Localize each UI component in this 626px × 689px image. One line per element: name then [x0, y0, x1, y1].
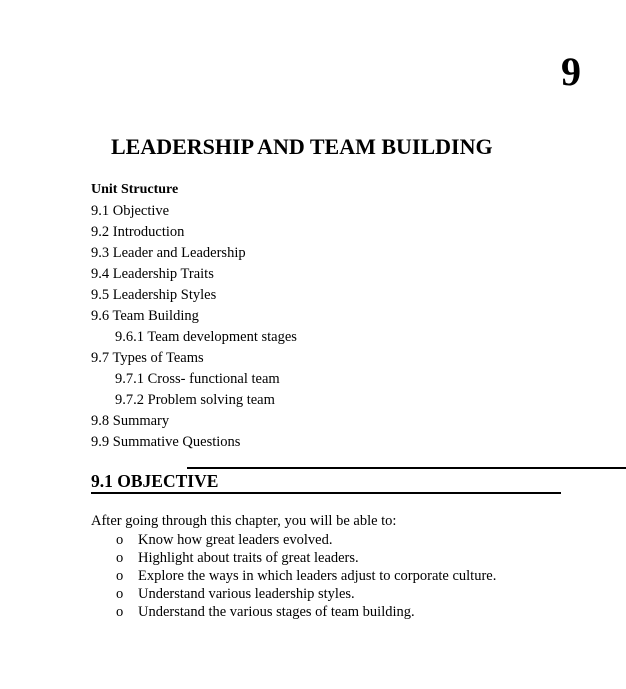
chapter-number: 9	[561, 49, 581, 94]
objective-item	[116, 550, 496, 568]
bullet-marker: o	[116, 586, 124, 602]
toc-item: 9.1 Objective	[91, 203, 170, 219]
objective-text: Highlight about traits of great leaders.	[138, 550, 359, 566]
section-rule-bottom	[91, 492, 561, 494]
chapter-title: LEADERSHIP AND TEAM BUILDING	[111, 134, 493, 159]
toc-subitem: 9.7.2 Problem solving team	[115, 392, 275, 408]
toc-item: 9.5 Leadership Styles	[91, 287, 217, 303]
section-heading: 9.1 OBJECTIVE	[91, 471, 219, 491]
section-intro: After going through this chapter, you will be able to:	[91, 513, 397, 529]
objective-item	[116, 532, 496, 550]
unit-structure-heading: Unit Structure	[91, 182, 179, 197]
toc-item: 9.7 Types of Teams	[91, 350, 204, 366]
toc-subitem: 9.7.1 Cross- functional team	[115, 371, 280, 387]
toc-item: 9.2 Introduction	[91, 224, 185, 240]
objective-item	[116, 586, 496, 604]
objective-item	[116, 568, 496, 586]
objective-text: Explore the ways in which leaders adjust to corporate culture.	[138, 568, 497, 584]
objective-item	[116, 604, 496, 622]
objective-list	[116, 532, 496, 622]
toc-item: 9.3 Leader and Leadership	[91, 245, 246, 261]
toc-item: 9.4 Leadership Traits	[91, 266, 214, 282]
objective-text: Understand the various stages of team building.	[138, 604, 415, 620]
objective-text: Know how great leaders evolved.	[138, 532, 333, 548]
bullet-marker: o	[116, 532, 124, 548]
objective-text: Understand various leadership styles.	[138, 586, 355, 602]
bullet-marker: o	[116, 604, 124, 620]
bullet-marker: o	[116, 550, 124, 566]
toc-item: 9.8 Summary	[91, 413, 170, 429]
unit-structure-list	[91, 203, 297, 455]
toc-item: 9.9 Summative Questions	[91, 434, 241, 450]
toc-item: 9.6 Team Building	[91, 308, 199, 324]
bullet-marker: o	[116, 568, 124, 584]
toc-subitem: 9.6.1 Team development stages	[115, 329, 297, 345]
section-rule-top	[187, 467, 626, 469]
